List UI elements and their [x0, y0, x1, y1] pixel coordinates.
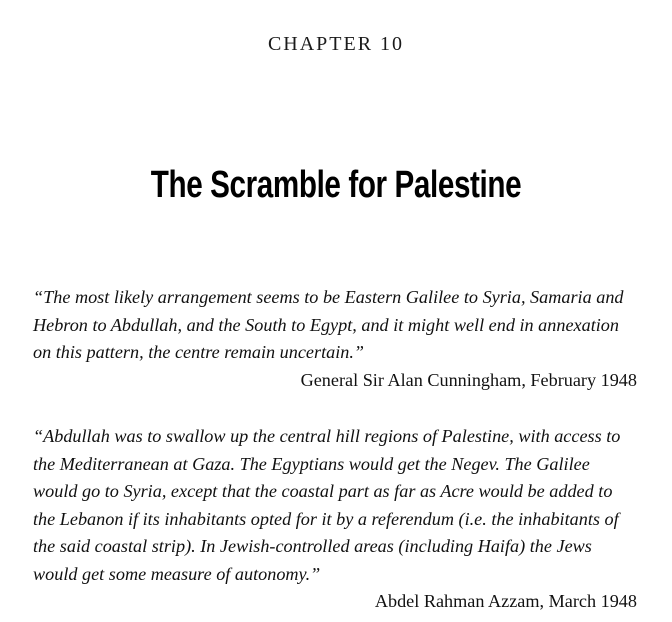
epigraph [33, 284, 637, 394]
chapter-title: The Scramble for Palestine [150, 164, 522, 206]
epigraph-attribution: General Sir Alan Cunningham, February 1948 [300, 369, 637, 390]
epigraph-quote: “Abdullah was to swallow up the central hill regions of Palestine, with access to the Mediterranean at Gaza. The Egyptians would get the Negev. The Galilee would go to Syria, except that the coastal part as far as Acre would be added to the Lebanon if its inhabitants opted for it by a referendum (i.e. the inhabitants of the said coastal strip). In Jewish-controlled areas (including Haifa) the Jews would get some measure of autonomy.” [33, 426, 621, 584]
epigraph-quote: “The most likely arrangement seems to be Eastern Galilee to Syria, Samaria and Hebron to Abdullah, and the South to Egypt, and it might well end in annexation on this pattern, the centre remain uncertain.” [33, 287, 624, 362]
epigraph-attribution: Abdel Rahman Azzam, March 1948 [374, 591, 637, 611]
epigraph [33, 423, 637, 616]
chapter-label: CHAPTER 10 [267, 33, 405, 55]
